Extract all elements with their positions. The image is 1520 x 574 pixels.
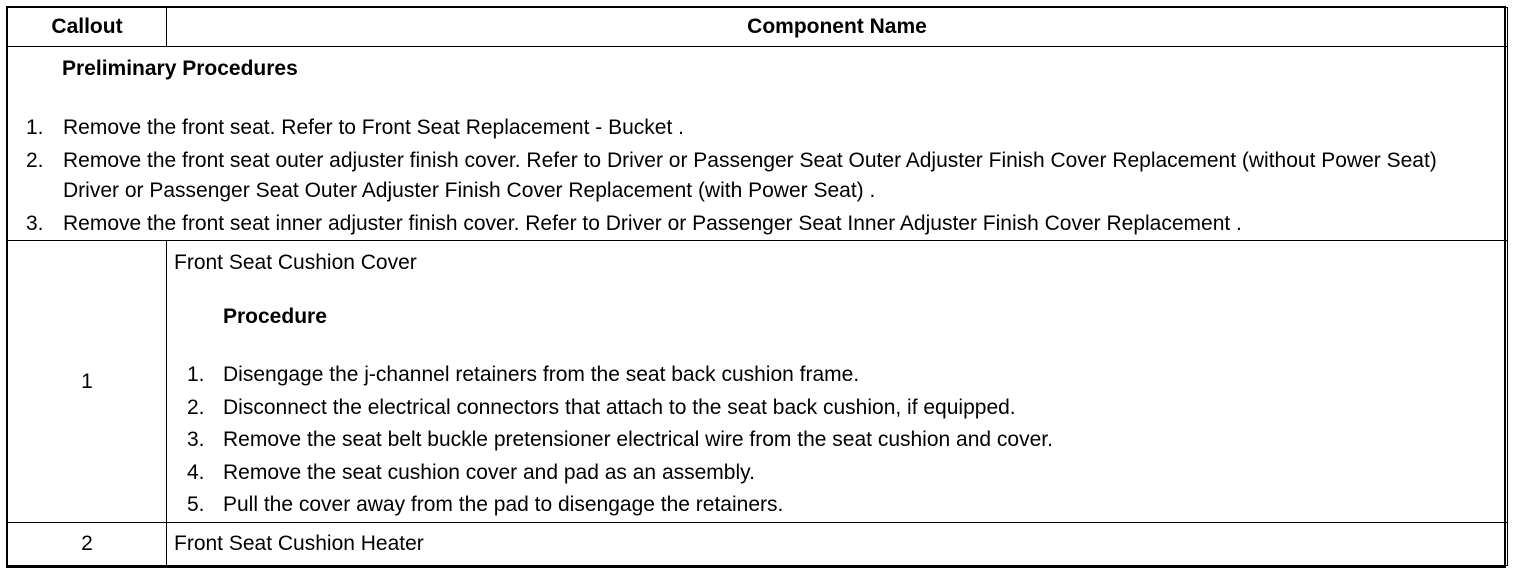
callout-cell: 2 (8, 523, 167, 566)
procedure-step (187, 392, 1487, 425)
step-number: 2. (187, 395, 205, 419)
step-number: 1. (187, 363, 205, 386)
component-cell (167, 523, 1508, 566)
step-number: 2. (26, 149, 44, 172)
step-text: Remove the front seat inner adjuster finish cover. Refer to Driver or Passenger Seat Inner Adjuster Finish Cover Replacement . (63, 212, 1242, 235)
table-row (8, 241, 1508, 523)
callout-header: Callout (8, 8, 167, 47)
step-number: 5. (187, 493, 205, 516)
procedure-table (7, 7, 1508, 566)
step-text: Remove the front seat outer adjuster finish cover. Refer to Driver or Passenger Seat Outer Adjuster Finish Cover Replacement (without Power Seat) Driver or Passenger Seat Outer Adjuster Finish Cover Replacement (with Power Seat) . (63, 149, 1437, 202)
table-row (8, 523, 1508, 566)
step-text: Disconnect the electrical connectors that attach to the seat back cushion, if equipped. (223, 395, 1016, 419)
step-number: 1. (26, 116, 44, 139)
procedure-steps (187, 359, 1487, 522)
step-number: 4. (187, 460, 205, 484)
component-cell (167, 241, 1508, 523)
procedure-title: Procedure (223, 305, 327, 328)
preliminary-step (26, 113, 1496, 143)
step-text: Remove the seat belt buckle pretensioner electrical wire from the seat cushion and cover. (223, 428, 1053, 451)
step-number: 3. (187, 428, 205, 451)
procedure-step (187, 489, 1487, 522)
step-text: Disengage the j-channel retainers from the seat back cushion frame. (223, 363, 860, 386)
callout-cell: 1 (8, 241, 167, 523)
step-text: Remove the front seat. Refer to Front Seat Replacement - Bucket . (63, 116, 684, 139)
preliminary-steps (26, 113, 1496, 242)
component-name-header: Component Name (167, 8, 1508, 47)
procedure-step (187, 359, 1487, 392)
component-name: Front Seat Cushion Cover (174, 251, 417, 274)
preliminary-row (8, 47, 1508, 241)
preliminary-cell (8, 47, 1508, 241)
preliminary-step (26, 209, 1496, 239)
step-text: Pull the cover away from the pad to disengage the retainers. (223, 493, 784, 516)
preliminary-step (26, 146, 1496, 206)
step-text: Remove the seat cushion cover and pad as an assembly. (223, 460, 755, 484)
component-name: Front Seat Cushion Heater (174, 532, 424, 555)
step-number: 3. (26, 212, 44, 235)
preliminary-title: Preliminary Procedures (62, 57, 298, 80)
procedure-step (187, 424, 1487, 457)
header-row (8, 8, 1508, 47)
procedure-step (187, 457, 1487, 490)
